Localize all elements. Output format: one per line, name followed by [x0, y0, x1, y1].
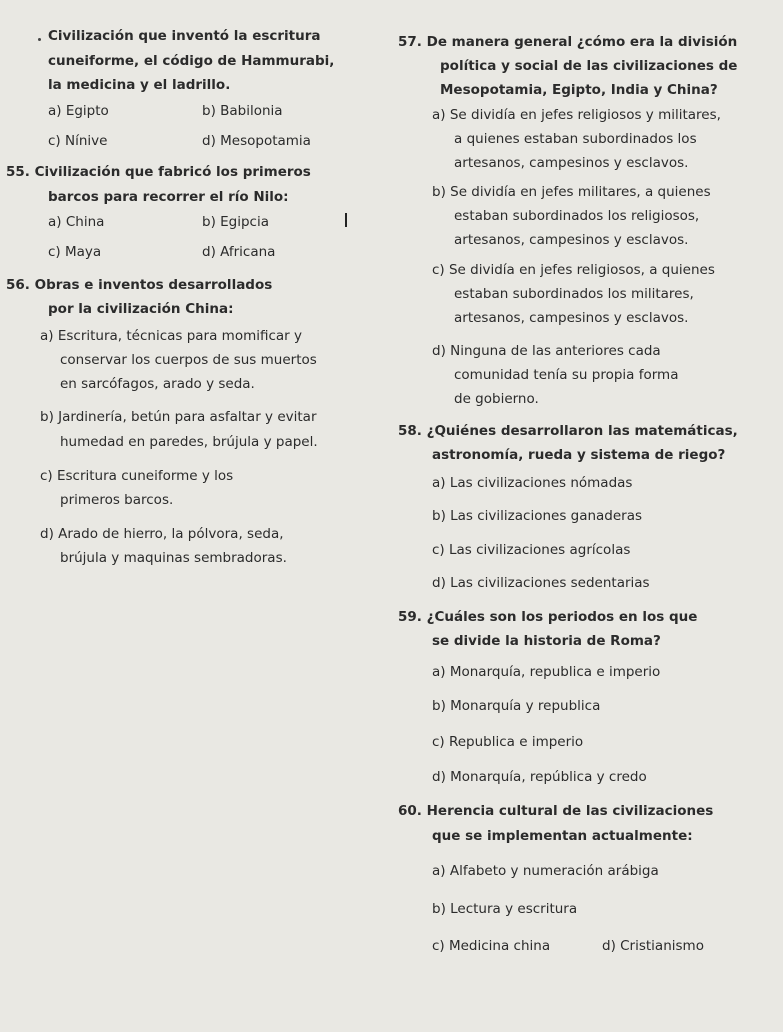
option-a-text: conservar los cuerpos de sus muertos [60, 352, 317, 368]
option-a-text: en sarcófagos, arado y seda. [60, 376, 255, 392]
option-b[interactable]: b) Egipcia [202, 214, 269, 230]
option-a[interactable]: a) Se dividía en jefes religiosos y militares, [432, 107, 721, 123]
question-57-stem: Mesopotamia, Egipto, India y China? [440, 82, 718, 98]
question-54-stem: Civilización que inventó la escritura [48, 28, 321, 44]
option-a[interactable]: a) Las civilizaciones nómadas [432, 475, 633, 491]
question-59-stem: 59. ¿Cuáles son los periodos en los que [398, 609, 698, 625]
option-b-text: humedad en paredes, brújula y papel. [60, 434, 318, 450]
question-59-stem: se divide la historia de Roma? [432, 633, 661, 649]
option-c[interactable]: c) Las civilizaciones agrícolas [432, 542, 631, 558]
option-d-text: brújula y maquinas sembradoras. [60, 550, 287, 566]
option-a-text: artesanos, campesinos y esclavos. [454, 155, 689, 171]
option-b[interactable]: b) Monarquía y republica [432, 698, 601, 714]
option-c[interactable]: c) Se dividía en jefes religiosos, a quienes [432, 262, 715, 278]
option-d[interactable]: d) Arado de hierro, la pólvora, seda, [40, 526, 284, 542]
option-a[interactable]: a) China [48, 214, 105, 230]
option-b[interactable]: b) Se dividía en jefes militares, a quienes [432, 184, 711, 200]
option-c[interactable]: c) Escritura cuneiforme y los [40, 468, 234, 484]
option-d-text: comunidad tenía su propia forma [454, 367, 679, 383]
question-55-stem: 55. Civilización que fabricó los primeros [6, 164, 311, 180]
question-56-stem: 56. Obras e inventos desarrollados [6, 277, 273, 293]
question-54-stem: cuneiforme, el código de Hammurabi, [48, 53, 335, 69]
option-b[interactable]: b) Jardinería, betún para asfaltar y evitar [40, 409, 317, 425]
question-58-stem: 58. ¿Quiénes desarrollaron las matemáticas, [398, 423, 738, 439]
option-c[interactable]: c) Medicina china [432, 938, 551, 954]
option-b[interactable]: b) Las civilizaciones ganaderas [432, 508, 643, 524]
option-c[interactable]: c) Maya [48, 244, 102, 260]
option-a-text: a quienes estaban subordinados los [454, 131, 697, 147]
question-56-stem: por la civilización China: [48, 301, 234, 317]
option-c-text: estaban subordinados los militares, [454, 286, 694, 302]
option-d[interactable]: d) Las civilizaciones sedentarias [432, 575, 650, 591]
question-57-stem: 57. De manera general ¿cómo era la división [398, 34, 738, 50]
option-d[interactable]: d) Mesopotamia [202, 133, 311, 149]
question-54-stem: la medicina y el ladrillo. [48, 77, 231, 93]
question-58-stem: astronomía, rueda y sistema de riego? [432, 447, 726, 463]
option-c-text: primeros barcos. [60, 492, 174, 508]
question-55-stem: barcos para recorrer el río Nilo: [48, 189, 289, 205]
option-a[interactable]: a) Escritura, técnicas para momificar y [40, 328, 303, 344]
option-d[interactable]: d) Ninguna de las anteriores cada [432, 343, 661, 359]
question-60-stem: que se implementan actualmente: [432, 828, 693, 844]
pen-mark [345, 213, 347, 227]
option-d[interactable]: d) Cristianismo [602, 938, 704, 954]
option-b-text: estaban subordinados los religiosos, [454, 208, 700, 224]
option-b[interactable]: b) Babilonia [202, 103, 283, 119]
option-b-text: artesanos, campesinos y esclavos. [454, 232, 689, 248]
question-57-stem: política y social de las civilizaciones de [440, 58, 738, 74]
option-d[interactable]: d) Africana [202, 244, 276, 260]
option-d[interactable]: d) Monarquía, república y credo [432, 769, 647, 785]
option-c[interactable]: c) Nínive [48, 133, 108, 149]
option-a[interactable]: a) Alfabeto y numeración arábiga [432, 863, 659, 879]
option-c-text: artesanos, campesinos y esclavos. [454, 310, 689, 326]
question-60-stem: 60. Herencia cultural de las civilizaciones [398, 803, 714, 819]
option-a[interactable]: a) Monarquía, republica e imperio [432, 664, 661, 680]
option-d-text: de gobierno. [454, 391, 539, 407]
ink-dot [38, 38, 41, 41]
option-c[interactable]: c) Republica e imperio [432, 734, 584, 750]
option-b[interactable]: b) Lectura y escritura [432, 901, 578, 917]
option-a[interactable]: a) Egipto [48, 103, 109, 119]
